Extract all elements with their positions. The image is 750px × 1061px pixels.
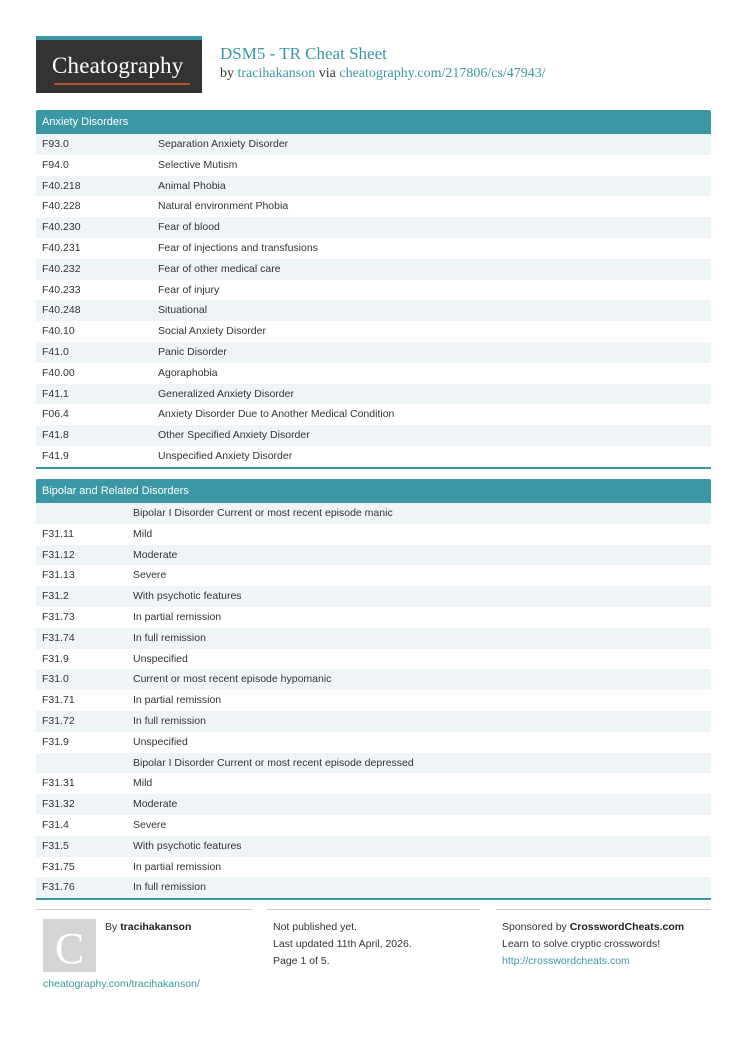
diagnosis-description: Severe [133,569,167,582]
footer-by: By [105,921,118,933]
table-row [36,753,711,774]
diagnosis-description: Fear of blood [158,221,220,234]
diagnosis-code: F31.4 [42,818,69,831]
diagnosis-description: Panic Disorder [158,345,227,358]
diagnosis-description: Current or most recent episode hypomanic [133,673,332,686]
sponsor-url-link[interactable]: http://crosswordcheats.com [502,955,630,967]
table-row [36,669,711,690]
profile-link[interactable]: cheatography.com/tracihakanson/ [43,978,200,990]
diagnosis-description: Bipolar I Disorder Current or most recent episode manic [133,507,393,519]
diagnosis-code: F41.1 [42,387,69,400]
diagnosis-description: Social Anxiety Disorder [158,325,266,338]
diagnosis-code: F31.72 [42,714,75,727]
table-row [36,877,711,898]
table-row [36,607,711,628]
diagnosis-description: Anxiety Disorder Due to Another Medical Condition [158,408,395,421]
sponsor-name[interactable]: CrosswordCheats.com [569,921,685,933]
diagnosis-description: Animal Phobia [158,179,226,192]
diagnosis-code: F40.00 [42,366,75,379]
table-row [36,238,711,259]
sponsor-line [502,921,684,933]
table-row [36,524,711,545]
diagnosis-description: In full remission [133,714,206,727]
diagnosis-description: Unspecified [133,735,188,748]
diagnosis-description: In partial remission [133,694,222,707]
footer-author[interactable]: tracihakanson [120,921,192,933]
table-row [36,259,711,280]
diagnosis-code: F31.9 [42,735,69,748]
diagnosis-code: F31.5 [42,839,69,852]
table-row [36,363,711,384]
diagnosis-code: F31.31 [42,777,75,790]
footer-author-column [36,909,252,981]
diagnosis-description: Moderate [133,548,178,561]
diagnosis-description: With psychotic features [133,839,242,852]
avatar-letter: C [54,924,85,973]
diagnosis-code: F31.12 [42,548,75,561]
table-row [36,857,711,878]
anxiety-disorders-section [36,110,711,469]
table-row [36,425,711,446]
table-row [36,773,711,794]
table-row [36,176,711,197]
diagnosis-code: F06.4 [42,408,69,421]
diagnosis-description: Generalized Anxiety Disorder [158,387,294,400]
table-row [36,711,711,732]
diagnosis-description: Unspecified [133,652,188,665]
diagnosis-code: F40.248 [42,304,81,317]
diagnosis-description: Separation Anxiety Disorder [158,138,289,150]
table-row [36,155,711,176]
diagnosis-code: F31.76 [42,881,75,894]
diagnosis-description: Situational [158,304,208,317]
table-row [36,690,711,711]
logo-text: Cheatography [52,53,184,78]
diagnosis-description: Agoraphobia [158,366,218,379]
diagnosis-description: Fear of other medical care [158,262,281,275]
section-divider [36,467,711,469]
diagnosis-description: Moderate [133,798,178,811]
table-row [36,384,711,405]
table-row [36,732,711,753]
diagnosis-code: F94.0 [42,158,69,171]
diagnosis-description: Mild [133,777,153,790]
table-row [36,503,711,524]
table-row [36,196,711,217]
diagnosis-code: F31.73 [42,610,75,623]
diagnosis-description: Mild [133,527,153,540]
diagnosis-description: Fear of injections and transfusions [158,241,318,254]
diagnosis-code: F40.232 [42,262,81,275]
table-row [36,836,711,857]
diagnosis-code: F40.233 [42,283,81,296]
logo-underline [54,83,190,85]
last-updated: Last updated 11th April, 2026. [273,938,412,950]
diagnosis-code: F31.32 [42,798,75,811]
diagnosis-description: Severe [133,818,167,831]
table-row [36,794,711,815]
table-row [36,628,711,649]
diagnosis-code: F40.230 [42,221,81,234]
byline-via: via [318,66,336,81]
diagnosis-description: In partial remission [133,610,222,623]
byline-by: by [220,66,234,81]
byline [220,66,546,82]
diagnosis-code: F41.0 [42,345,69,358]
diagnosis-code: F41.8 [42,429,69,442]
diagnosis-code: F31.74 [42,631,75,644]
author-link[interactable]: tracihakanson [237,66,316,81]
table-row [36,446,711,467]
bipolar-table [36,503,711,898]
footer-status-column [267,909,480,981]
page-number: Page 1 of 5. [273,955,330,967]
diagnosis-description: In partial remission [133,860,222,873]
table-row [36,545,711,566]
diagnosis-code: F41.9 [42,449,69,462]
sheet-url-link[interactable]: cheatography.com/217806/cs/47943/ [339,66,546,81]
table-row [36,815,711,836]
diagnosis-description: Other Specified Anxiety Disorder [158,429,310,442]
table-row [36,217,711,238]
page-title: DSM5 - TR Cheat Sheet [220,44,387,63]
diagnosis-code: F40.228 [42,200,81,213]
diagnosis-description: With psychotic features [133,590,242,603]
publish-status: Not published yet. [273,921,358,933]
diagnosis-description: In full remission [133,631,206,644]
diagnosis-description: Unspecified Anxiety Disorder [158,449,293,462]
page-header [36,36,716,96]
diagnosis-code: F31.13 [42,569,75,582]
section-divider [36,898,711,900]
table-row [36,649,711,670]
diagnosis-description: Fear of injury [158,283,220,296]
bipolar-disorders-section [36,479,711,900]
table-row [36,321,711,342]
diagnosis-code: F31.0 [42,673,69,686]
table-row [36,134,711,155]
footer-sponsor-column [496,909,711,981]
page-footer [36,909,711,999]
diagnosis-code: F31.71 [42,694,75,707]
section-title: Bipolar and Related Disorders [36,479,711,503]
diagnosis-code: F31.2 [42,590,69,603]
sponsor-tagline: Learn to solve cryptic crosswords! [502,938,661,950]
footer-byline [105,921,191,933]
diagnosis-code: F40.231 [42,241,81,254]
diagnosis-description: Selective Mutism [158,158,238,171]
table-row [36,342,711,363]
table-row [36,586,711,607]
diagnosis-description: Bipolar I Disorder Current or most recent episode depressed [133,756,414,769]
table-row [36,280,711,301]
avatar[interactable] [43,919,96,972]
diagnosis-code: F31.9 [42,652,69,665]
table-row [36,404,711,425]
table-row [36,300,711,321]
diagnosis-description: In full remission [133,881,206,894]
diagnosis-code: F31.11 [42,527,74,540]
diagnosis-code: F40.10 [42,325,75,338]
anxiety-table [36,134,711,467]
section-title: Anxiety Disorders [36,110,711,134]
diagnosis-code: F40.218 [42,179,81,192]
table-row [36,565,711,586]
diagnosis-code: F31.75 [42,860,75,873]
diagnosis-code: F93.0 [42,138,69,150]
diagnosis-description: Natural environment Phobia [158,200,289,213]
cheatography-logo[interactable] [36,36,202,93]
sponsor-prefix: Sponsored by [502,921,567,933]
